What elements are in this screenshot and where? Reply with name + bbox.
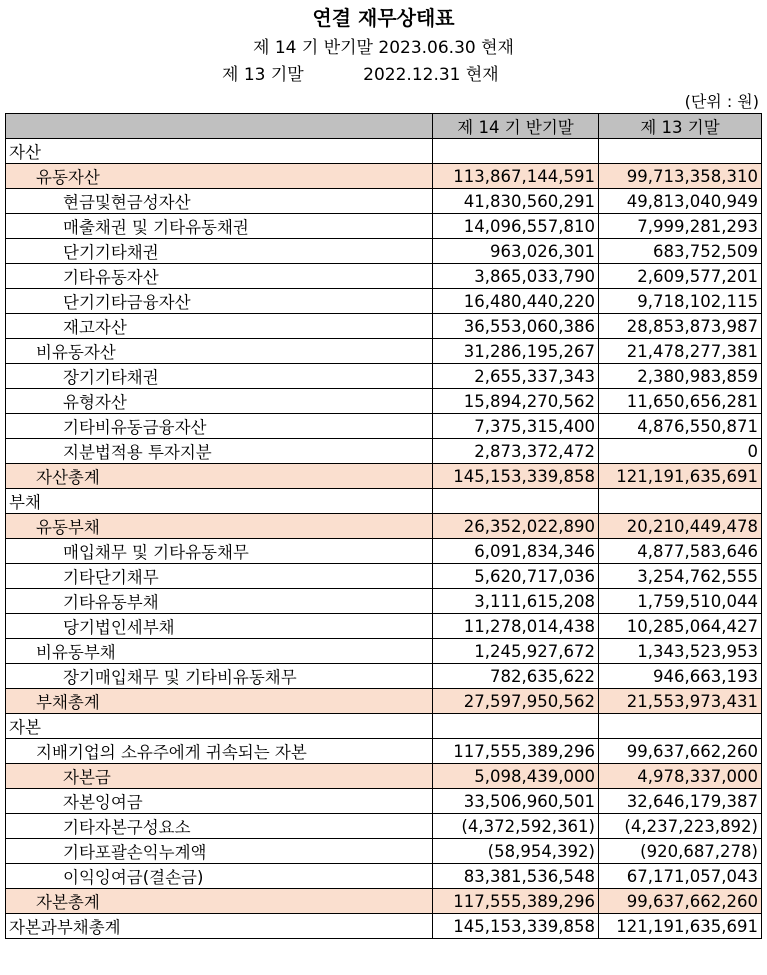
account-label: 기타비유동금융자산: [6, 414, 433, 439]
account-label: 기타포괄손익누계액: [6, 839, 433, 864]
current-value: 113,867,144,591: [433, 164, 599, 189]
table-row: [6, 914, 762, 939]
current-value: 5,620,717,036: [433, 564, 599, 589]
account-label: 단기기타금융자산: [6, 289, 433, 314]
table-row: [6, 889, 762, 914]
prior-value: 32,646,179,387: [599, 789, 762, 814]
account-label: 지배기업의 소유주에게 귀속되는 자본: [6, 739, 433, 764]
account-label: 비유동자산: [6, 339, 433, 364]
current-value: 41,830,560,291: [433, 189, 599, 214]
current-value: 117,555,389,296: [433, 739, 599, 764]
account-label: 단기기타채권: [6, 239, 433, 264]
account-label: 매입채무 및 기타유동채무: [6, 539, 433, 564]
table-row: [6, 714, 762, 739]
table-row: [6, 839, 762, 864]
account-label: 자본금: [6, 764, 433, 789]
current-value: 7,375,315,400: [433, 414, 599, 439]
period-prior: 제 13 기말 2022.12.31 현재: [222, 65, 499, 85]
prior-value: 1,759,510,044: [599, 589, 762, 614]
header-account: [6, 114, 433, 139]
period-current: 제 14 기 반기말 2023.06.30 현재: [253, 38, 514, 58]
account-label: 자산: [6, 139, 433, 164]
prior-value: 4,876,550,871: [599, 414, 762, 439]
unit-label: (단위 : 원): [684, 92, 759, 111]
current-value: 1,245,927,672: [433, 639, 599, 664]
table-row: [6, 814, 762, 839]
account-label: 재고자산: [6, 314, 433, 339]
header-prior-period: 제 13 기말: [599, 114, 762, 139]
prior-value: 99,713,358,310: [599, 164, 762, 189]
prior-value: 121,191,635,691: [599, 464, 762, 489]
current-value: 31,286,195,267: [433, 339, 599, 364]
account-label: 자본잉여금: [6, 789, 433, 814]
current-value: 33,506,960,501: [433, 789, 599, 814]
prior-value: 20,210,449,478: [599, 514, 762, 539]
account-label: 자본과부채총계: [6, 914, 433, 939]
table-row: [6, 464, 762, 489]
prior-value: 21,478,277,381: [599, 339, 762, 364]
table-row: [6, 289, 762, 314]
current-value: 3,865,033,790: [433, 264, 599, 289]
current-value: 2,873,372,472: [433, 439, 599, 464]
account-label: 현금및현금성자산: [6, 189, 433, 214]
table-row: [6, 214, 762, 239]
account-label: 자본총계: [6, 889, 433, 914]
account-label: 비유동부채: [6, 639, 433, 664]
current-value: 5,098,439,000: [433, 764, 599, 789]
prior-value: 28,853,873,987: [599, 314, 762, 339]
table-row: [6, 789, 762, 814]
prior-value: 49,813,040,949: [599, 189, 762, 214]
prior-value: (4,237,223,892): [599, 814, 762, 839]
current-value: (58,954,392): [433, 839, 599, 864]
account-label: 기타단기채무: [6, 564, 433, 589]
account-label: 부채총계: [6, 689, 433, 714]
prior-value: 0: [599, 439, 762, 464]
table-row: [6, 614, 762, 639]
account-label: 자산총계: [6, 464, 433, 489]
prior-value: 3,254,762,555: [599, 564, 762, 589]
table-row: [6, 664, 762, 689]
table-row: [6, 414, 762, 439]
prior-value: (920,687,278): [599, 839, 762, 864]
table-body: [6, 139, 762, 939]
prior-value: 10,285,064,427: [599, 614, 762, 639]
account-label: 기타자본구성요소: [6, 814, 433, 839]
prior-value: 946,663,193: [599, 664, 762, 689]
table-row: [6, 364, 762, 389]
current-value: 963,026,301: [433, 239, 599, 264]
account-label: 장기기타채권: [6, 364, 433, 389]
account-label: 이익잉여금(결손금): [6, 864, 433, 889]
table-row: [6, 314, 762, 339]
current-value: 16,480,440,220: [433, 289, 599, 314]
prior-value: 1,343,523,953: [599, 639, 762, 664]
table-row: [6, 864, 762, 889]
current-value: 15,894,270,562: [433, 389, 599, 414]
current-value: 2,655,337,343: [433, 364, 599, 389]
account-label: 유형자산: [6, 389, 433, 414]
prior-value: [599, 714, 762, 739]
account-label: 당기법인세부채: [6, 614, 433, 639]
table-row: [6, 539, 762, 564]
balance-sheet-table: [5, 113, 762, 939]
current-value: 117,555,389,296: [433, 889, 599, 914]
prior-value: 99,637,662,260: [599, 889, 762, 914]
current-value: 782,635,622: [433, 664, 599, 689]
account-label: 장기매입채무 및 기타비유동채무: [6, 664, 433, 689]
current-value: [433, 489, 599, 514]
table-row: [6, 564, 762, 589]
account-label: 매출채권 및 기타유동채권: [6, 214, 433, 239]
current-value: 145,153,339,858: [433, 464, 599, 489]
account-label: 기타유동부채: [6, 589, 433, 614]
current-value: (4,372,592,361): [433, 814, 599, 839]
table-row: [6, 139, 762, 164]
table-row: [6, 514, 762, 539]
table-row: [6, 439, 762, 464]
header-row: [6, 114, 762, 139]
current-value: 26,352,022,890: [433, 514, 599, 539]
prior-value: 7,999,281,293: [599, 214, 762, 239]
account-label: 유동부채: [6, 514, 433, 539]
prior-value: 683,752,509: [599, 239, 762, 264]
current-value: 3,111,615,208: [433, 589, 599, 614]
current-value: 27,597,950,562: [433, 689, 599, 714]
current-value: 36,553,060,386: [433, 314, 599, 339]
table-row: [6, 389, 762, 414]
prior-value: 121,191,635,691: [599, 914, 762, 939]
account-label: 자본: [6, 714, 433, 739]
table-row: [6, 689, 762, 714]
header-current-period: 제 14 기 반기말: [433, 114, 599, 139]
prior-value: 4,978,337,000: [599, 764, 762, 789]
table-row: [6, 264, 762, 289]
prior-value: 11,650,656,281: [599, 389, 762, 414]
account-label: 기타유동자산: [6, 264, 433, 289]
current-value: 11,278,014,438: [433, 614, 599, 639]
table-row: [6, 739, 762, 764]
prior-value: 67,171,057,043: [599, 864, 762, 889]
table-row: [6, 239, 762, 264]
prior-value: [599, 489, 762, 514]
account-label: 부채: [6, 489, 433, 514]
account-label: 유동자산: [6, 164, 433, 189]
table-row: [6, 339, 762, 364]
prior-value: [599, 139, 762, 164]
table-row: [6, 764, 762, 789]
table-row: [6, 164, 762, 189]
prior-value: 99,637,662,260: [599, 739, 762, 764]
table-row: [6, 189, 762, 214]
prior-value: 2,609,577,201: [599, 264, 762, 289]
current-value: 14,096,557,810: [433, 214, 599, 239]
current-value: 6,091,834,346: [433, 539, 599, 564]
table-row: [6, 589, 762, 614]
current-value: [433, 139, 599, 164]
prior-value: 4,877,583,646: [599, 539, 762, 564]
prior-value: 9,718,102,115: [599, 289, 762, 314]
prior-value: 2,380,983,859: [599, 364, 762, 389]
statement-title: 연결 재무상태표: [312, 6, 455, 30]
account-label: 지분법적용 투자지분: [6, 439, 433, 464]
table-row: [6, 639, 762, 664]
current-value: [433, 714, 599, 739]
current-value: 83,381,536,548: [433, 864, 599, 889]
current-value: 145,153,339,858: [433, 914, 599, 939]
table-row: [6, 489, 762, 514]
prior-value: 21,553,973,431: [599, 689, 762, 714]
